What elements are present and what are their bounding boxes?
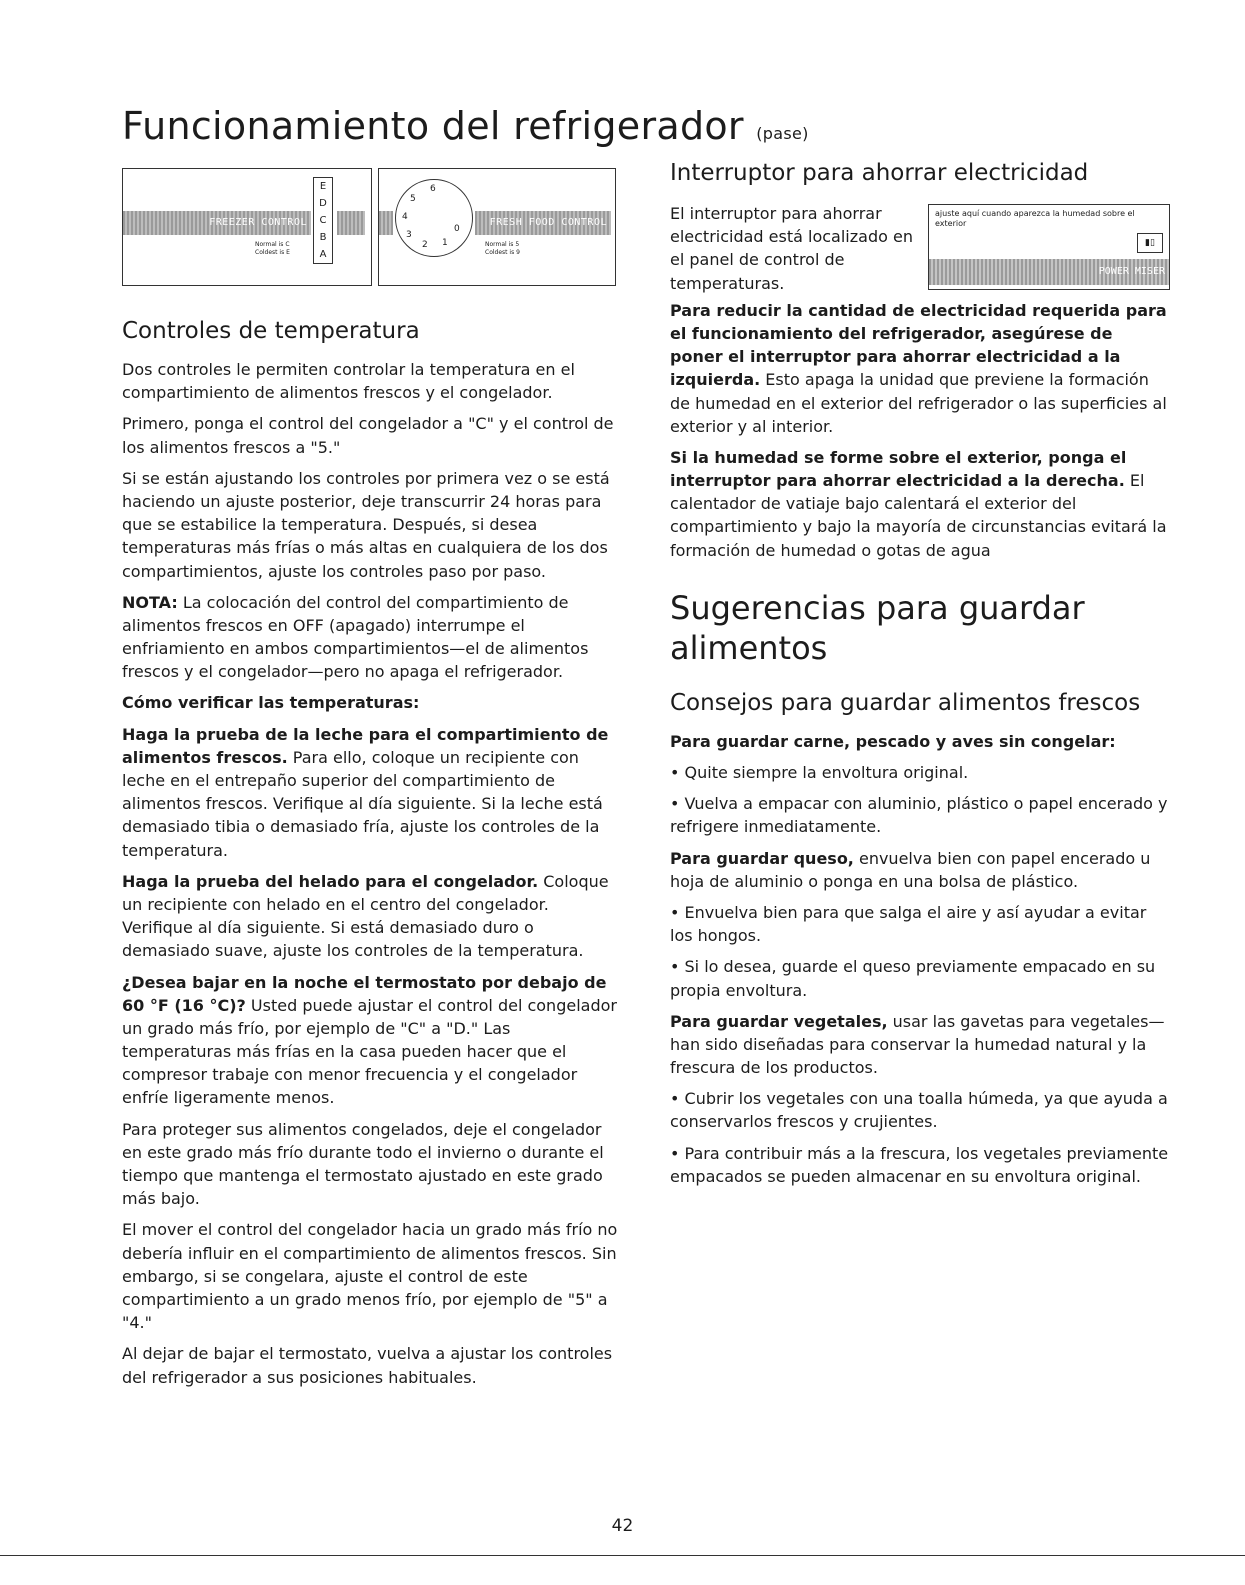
fresh-food-note-coldest: Coldest is 9 (485, 249, 520, 256)
fresh-food-control-panel (378, 168, 616, 286)
cheese-storage-text: envuelva bien con papel encerado u hoja de aluminio o ponga en una bolsa de plástico. (670, 848, 1151, 891)
list-item: • Para contribuir más a la frescura, los vegetales previamente empacados se pueden almacenar en su envoltura original. (670, 1143, 1169, 1186)
page-number: 42 (611, 1516, 634, 1536)
dial-number: 1 (442, 238, 448, 248)
meat-storage-heading: Para guardar carne, pescado y aves sin congelar: (670, 731, 1116, 751)
humidity-heading: Si la humedad se forme sobre el exterior, ponga el interruptor para ahorrar electricidad a la derecha. (670, 447, 1127, 491)
freezer-note-coldest: Coldest is E (255, 249, 290, 256)
paragraph: El mover el control del congelador hacia un grado más frío no debería influir en el compartimiento de alimentos frescos. Sin embargo, si se congelara, ajuste el control de este compartimiento a un grado menos frío, por ejemplo de "5" a "4." (122, 1220, 618, 1333)
freezer-control-panel (122, 168, 372, 286)
humidity-text: El calentador de vatiaje bajo calentará el exterior del compartimiento y bajo la mayoría de circunstancias evitará la formación de humedad o gotas de agua (670, 471, 1167, 560)
temperature-controls-heading: Controles de temperatura (122, 318, 420, 344)
ice-cream-test-text: Coloque un recipiente con helado en el centro del congelador. Verifique al día siguiente. Si está demasiado duro o demasiado suave, ajuste los controles de la temperatura. (122, 871, 609, 961)
power-miser-switch[interactable]: ▮▯ (1137, 233, 1163, 253)
list-item: • Cubrir los vegetales con una toalla húmeda, ya que ayuda a conservarlos frescos y crujientes. (670, 1089, 1168, 1132)
paragraph: Al dejar de bajar el termostato, vuelva a ajustar los controles del refrigerador a sus posiciones habituales. (122, 1344, 613, 1387)
fresh-food-band-left (379, 211, 393, 235)
list-item: • Envuelva bien para que salga el aire y así ayudar a evitar los hongos. (670, 902, 1147, 946)
right-column (670, 160, 1170, 1196)
list-item: • Quite siempre la envoltura original. (670, 763, 969, 782)
energy-switch-intro: El interruptor para ahorrar electricidad está localizado en el panel de control de temperaturas. (670, 204, 913, 293)
paragraph: Primero, ponga el control del congelador a "C" y el control de los alimentos frescos a "5." (122, 414, 614, 457)
note-text: La colocación del control del compartimiento de alimentos frescos en OFF (apagado) interrumpe el enfriamiento en ambos compartimientos—el de alimentos frescos y el congelador—pero no apaga el refrigerador. (122, 592, 589, 682)
note-label: NOTA: (122, 592, 178, 612)
page-title-text: Funcionamiento del refrigerador (122, 104, 744, 148)
footer-rule (0, 1555, 1245, 1556)
left-column (122, 318, 620, 1397)
thermostat-question: ¿Desea bajar en la noche el termostato por debajo de 60 °F (16 °C)? (122, 972, 607, 1015)
paragraph: Dos controles le permiten controlar la temperatura en el compartimiento de alimentos frescos y el congelador. (122, 360, 575, 403)
paragraph (122, 723, 620, 862)
fresh-food-note-normal: Normal is 5 (485, 241, 520, 248)
letter-a: A (319, 249, 327, 260)
dial-number: 5 (410, 194, 416, 204)
dial-number: 0 (454, 224, 460, 234)
dial-number: 2 (422, 240, 428, 250)
power-miser-label: POWER MISER (929, 259, 1169, 285)
reduce-electricity-heading: Para reducir la cantidad de electricidad requerida para el funcionamiento del refrigerador, asegúrese de poner el interruptor para ahorrar electricidad a la izquierda. (670, 300, 1167, 390)
vegetable-storage-text: usar las gavetas para vegetales—han sido diseñadas para conservar la humedad natural y la frescura de los productos. (670, 1011, 1165, 1078)
verify-temperatures-heading: Cómo verificar las temperaturas: (122, 693, 420, 713)
paragraph (670, 1010, 1170, 1080)
paragraph (670, 446, 1170, 562)
letter-d: D (319, 198, 327, 209)
reduce-electricity-text: Esto apaga la unidad que previene la formación de humedad en el exterior del refrigerador o las superficies al exterior y al interior. (670, 370, 1167, 436)
letter-e: E (319, 181, 327, 192)
paragraph: Si se están ajustando los controles por primera vez o se está haciendo un ajuste posterior, deje transcurrir 24 horas para que se estabilice la temperatura. Después, si desea temperaturas más frías o más altas en cualquiera de los dos compartimientos, ajuste los controles paso por paso. (122, 468, 610, 581)
paragraph: Para proteger sus alimentos congelados, deje el congelador en este grado más frío durante todo el invierno o durante el tiempo que mantenga el termostato ajustado en este grado más bajo. (122, 1119, 604, 1209)
dial-number: 4 (402, 212, 408, 222)
thermostat-text: Usted puede ajustar el control del congelador un grado más frío, por ejemplo de "C" a "D." Las temperaturas más frías en la casa pueden hacer que el compresor trabaje con menor frecuencia y el congelador enfríe ligeramente menos. (122, 995, 617, 1108)
energy-switch-heading: Interruptor para ahorrar electricidad (670, 160, 1089, 186)
cheese-storage-heading: Para guardar queso, (670, 848, 854, 868)
freezer-letter-scale[interactable] (313, 177, 333, 264)
list-item: • Vuelva a empacar con aluminio, plástico o papel encerado y refrigere inmediatamente. (670, 794, 1168, 837)
food-storage-section-title: Sugerencias para guardar alimentos (670, 588, 1085, 667)
letter-b: B (319, 232, 327, 243)
vegetable-storage-heading: Para guardar vegetales, (670, 1011, 888, 1031)
paragraph (670, 299, 1170, 438)
letter-c: C (319, 215, 327, 226)
dial-number: 6 (430, 184, 436, 194)
page-title (122, 104, 809, 148)
fresh-food-control-label: FRESH FOOD CONTROL (475, 211, 611, 235)
paragraph (122, 870, 620, 963)
page-title-suffix: (pase) (756, 124, 809, 143)
paragraph (122, 591, 620, 684)
milk-test-heading: Haga la prueba de la leche para el compartimiento de alimentos frescos. (122, 724, 609, 767)
milk-test-text: Para ello, coloque un recipiente con leche en el entrepaño superior del compartimiento de alimentos frescos. Verifique al día siguiente. Si la leche está demasiado tibia o demasiado fría, ajuste los controles de la temperatura. (122, 747, 603, 860)
power-miser-note: ajuste aquí cuando aparezca la humedad sobre el exterior (935, 209, 1135, 228)
freezer-control-label: FREEZER CONTROL (123, 211, 311, 235)
fresh-food-tips-heading: Consejos para guardar alimentos frescos (670, 689, 1141, 716)
freezer-note-normal: Normal is C (255, 241, 290, 248)
list-item: • Si lo desea, guarde el queso previamente empacado en su propia envoltura. (670, 957, 1156, 1000)
paragraph (122, 971, 620, 1110)
paragraph (670, 847, 1170, 893)
fresh-food-dial[interactable] (395, 179, 473, 257)
dial-number: 3 (406, 230, 412, 240)
ice-cream-test-heading: Haga la prueba del helado para el congelador. (122, 871, 539, 891)
freezer-control-band-right (337, 211, 365, 235)
